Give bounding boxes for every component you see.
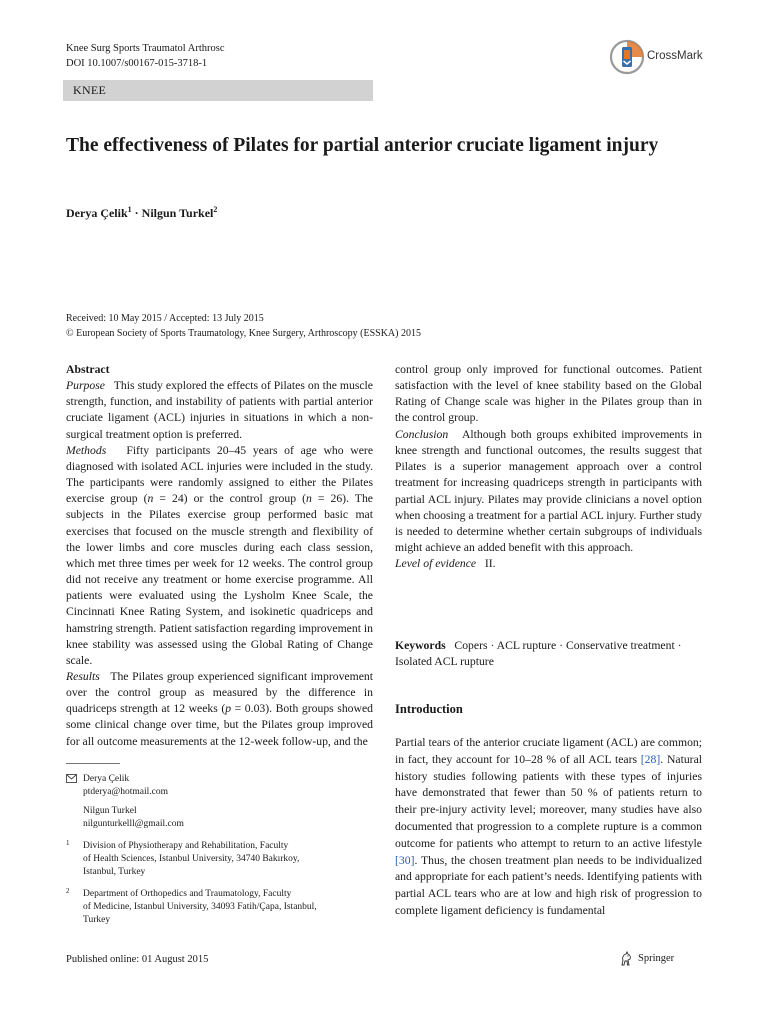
level-label: Level of evidence (395, 557, 477, 571)
publisher-name: Springer (638, 953, 675, 964)
section-bar (63, 80, 373, 101)
keywords-label: Keywords (395, 639, 446, 652)
correspondence-block (66, 773, 373, 927)
springer-horse-icon (618, 951, 634, 967)
abstract-conclusion (395, 427, 702, 556)
corresponding-author (66, 773, 373, 799)
abstract-results (66, 669, 373, 750)
affiliation-1 (66, 840, 373, 879)
abstract-column-continued (395, 362, 702, 427)
affiliation-marker: 1 (127, 205, 132, 214)
conclusion-label: Conclusion (395, 428, 449, 441)
author-name: Derya Çelik (83, 774, 130, 784)
affiliation-line: Istanbul, Turkey (83, 867, 146, 877)
affiliation-line: Department of Orthopedics and Traumatology, Faculty (83, 889, 292, 899)
footnote-divider (66, 763, 120, 764)
second-author (66, 805, 373, 831)
results-p-symbol: p (225, 702, 232, 716)
affiliation-line: of Medicine, Istanbul University, 34093 Fatih/Çapa, Istanbul, (83, 902, 317, 912)
conclusion-text: Although both groups exhibited improvements in knee strength and functional outcomes, the results suggest that Pilates is a superior management approach over a control treatment for increasing quadriceps strength in participants with partial ACL injury. Pilates may provide clinicians a novel option when choosing a treatment for a partial ACL injury. Further study is needed to determine whether certain subgroups of individuals might achieve an added benefit with this approach. (395, 428, 703, 555)
received-accepted: Received: 10 May 2015 / Accepted: 13 July 2015 (66, 313, 264, 324)
crossmark-badge[interactable] (609, 39, 709, 75)
methods-n-symbol: n (306, 492, 312, 506)
crossmark-label: CrossMark (647, 50, 703, 62)
author-name: Nilgun Turkel (83, 806, 137, 816)
article-title: The effectiveness of Pilates for partial anterior cruciate ligament injury (66, 135, 659, 156)
results-label: Results (66, 669, 100, 683)
author-name[interactable]: Nilgun Turkel (141, 206, 214, 220)
author-list (66, 205, 217, 221)
intro-text: . Natural history studies following patients with these types of injuries have demonstrated that fewer than 50 % of patients return to their pre-injury activity level; moreover, many studies have also documented that progression to a complete rupture is a common outcome for patients who attempt to return to an active lifestyle (395, 752, 702, 850)
keywords-block (395, 638, 702, 670)
copyright: © European Society of Sports Traumatology, Knee Surgery, Arthroscopy (ESSKA) 2015 (66, 328, 421, 339)
affiliation-2 (66, 888, 373, 927)
affiliation-line: Turkey (83, 915, 111, 925)
methods-text: = 26). The subjects in the Pilates exercise group performed basic mat exercises that focused on the muscle strength and flexibility of the lower limbs and core muscles during each class session, which met three times per week for 12 weeks. The control group did not receive any treatment or home exercise programme. All patients were evaluated using the Lysholm Knee Scale, the Cincinnati Knee Rating System, and isokinetic quadriceps and hamstring strength. Patient satisfaction regarding improvement in knee stability was assessed using the Global Rating of Change scale. (66, 492, 373, 667)
abstract-conclusion-block (395, 427, 702, 572)
author-email[interactable]: nilgunturkelll@gmail.com (83, 819, 184, 829)
abstract-level (395, 556, 702, 572)
level-value: II. (484, 557, 496, 571)
author-name[interactable]: Derya Çelik (66, 206, 128, 220)
affiliation-number: 2 (66, 887, 70, 895)
journal-name: Knee Surg Sports Traumatol Arthrosc (66, 43, 225, 54)
abstract-purpose (66, 378, 373, 443)
affiliation-number: 1 (66, 839, 70, 847)
keywords-text: Copers · ACL rupture · Conservative treatment · Isolated ACL rupture (395, 639, 682, 669)
introduction-heading: Introduction (395, 702, 463, 716)
methods-text: = 24) or the control group ( (153, 492, 306, 506)
results-text: = 0.03). Both groups showed some clinical change over time, but the Pilates group improved for all outcome measurements at the 12-week follow-up, and the (66, 702, 373, 748)
envelope-icon (66, 774, 77, 783)
abstract-column (66, 362, 373, 750)
crossmark-icon (609, 39, 645, 75)
reference-link[interactable]: [30] (395, 853, 415, 867)
journal-info (66, 41, 224, 71)
section-label: KNEE (73, 83, 107, 97)
intro-text: . Thus, the chosen treatment plan needs to be individualized and appropriate for each patient’s needs. Identifying patients with partial ACL tears who are at low and high risk of progression to complete ligament deficiency is fundamental (395, 853, 702, 917)
methods-text: Fifty participants 20–45 years of age who were diagnosed with isolated ACL injuries were included in the study. The participants were randomly assigned to either the Pilates exercise group ( (66, 443, 374, 506)
affiliation-line: Division of Physiotherapy and Rehabilitation, Faculty (83, 841, 289, 851)
abstract-heading: Abstract (66, 363, 110, 376)
purpose-label: Purpose (66, 379, 105, 393)
affiliation-marker: 2 (213, 205, 218, 214)
results-text-continued: control group only improved for functional outcomes. Patient satisfaction with the level of knee stability based on the Global Rating of Change scale was higher in the Pilates group than in the control group. (395, 363, 702, 425)
publisher-logo (618, 951, 708, 967)
author-email[interactable]: ptderya@hotmail.com (83, 787, 168, 797)
author-separator: · (131, 206, 142, 220)
purpose-text: This study explored the effects of Pilates on the muscle strength, function, and instability of patients with partial anterior cruciate ligament (ACL) injuries in situations in which a non-surgical treatment option is preferred. (66, 379, 373, 441)
intro-text: Partial tears of the anterior cruciate ligament (ACL) are common; in fact, they account for 10–28 % of all ACL tears (395, 736, 702, 766)
doi[interactable]: DOI 10.1007/s00167-015-3718-1 (66, 58, 208, 69)
methods-label: Methods (66, 443, 107, 457)
reference-link[interactable]: [28] (640, 752, 661, 766)
article-history (66, 311, 421, 341)
affiliation-line: of Health Sciences, Istanbul University, 34740 Bakırkoy, (83, 854, 300, 864)
published-date: Published online: 01 August 2015 (66, 954, 209, 965)
abstract-methods (66, 443, 373, 669)
results-text: The Pilates group experienced significant improvement over the control group as measured by the difference in quadriceps strength at 12 weeks ( (66, 669, 373, 716)
introduction-text (395, 735, 702, 920)
methods-n-symbol: n (147, 492, 154, 506)
